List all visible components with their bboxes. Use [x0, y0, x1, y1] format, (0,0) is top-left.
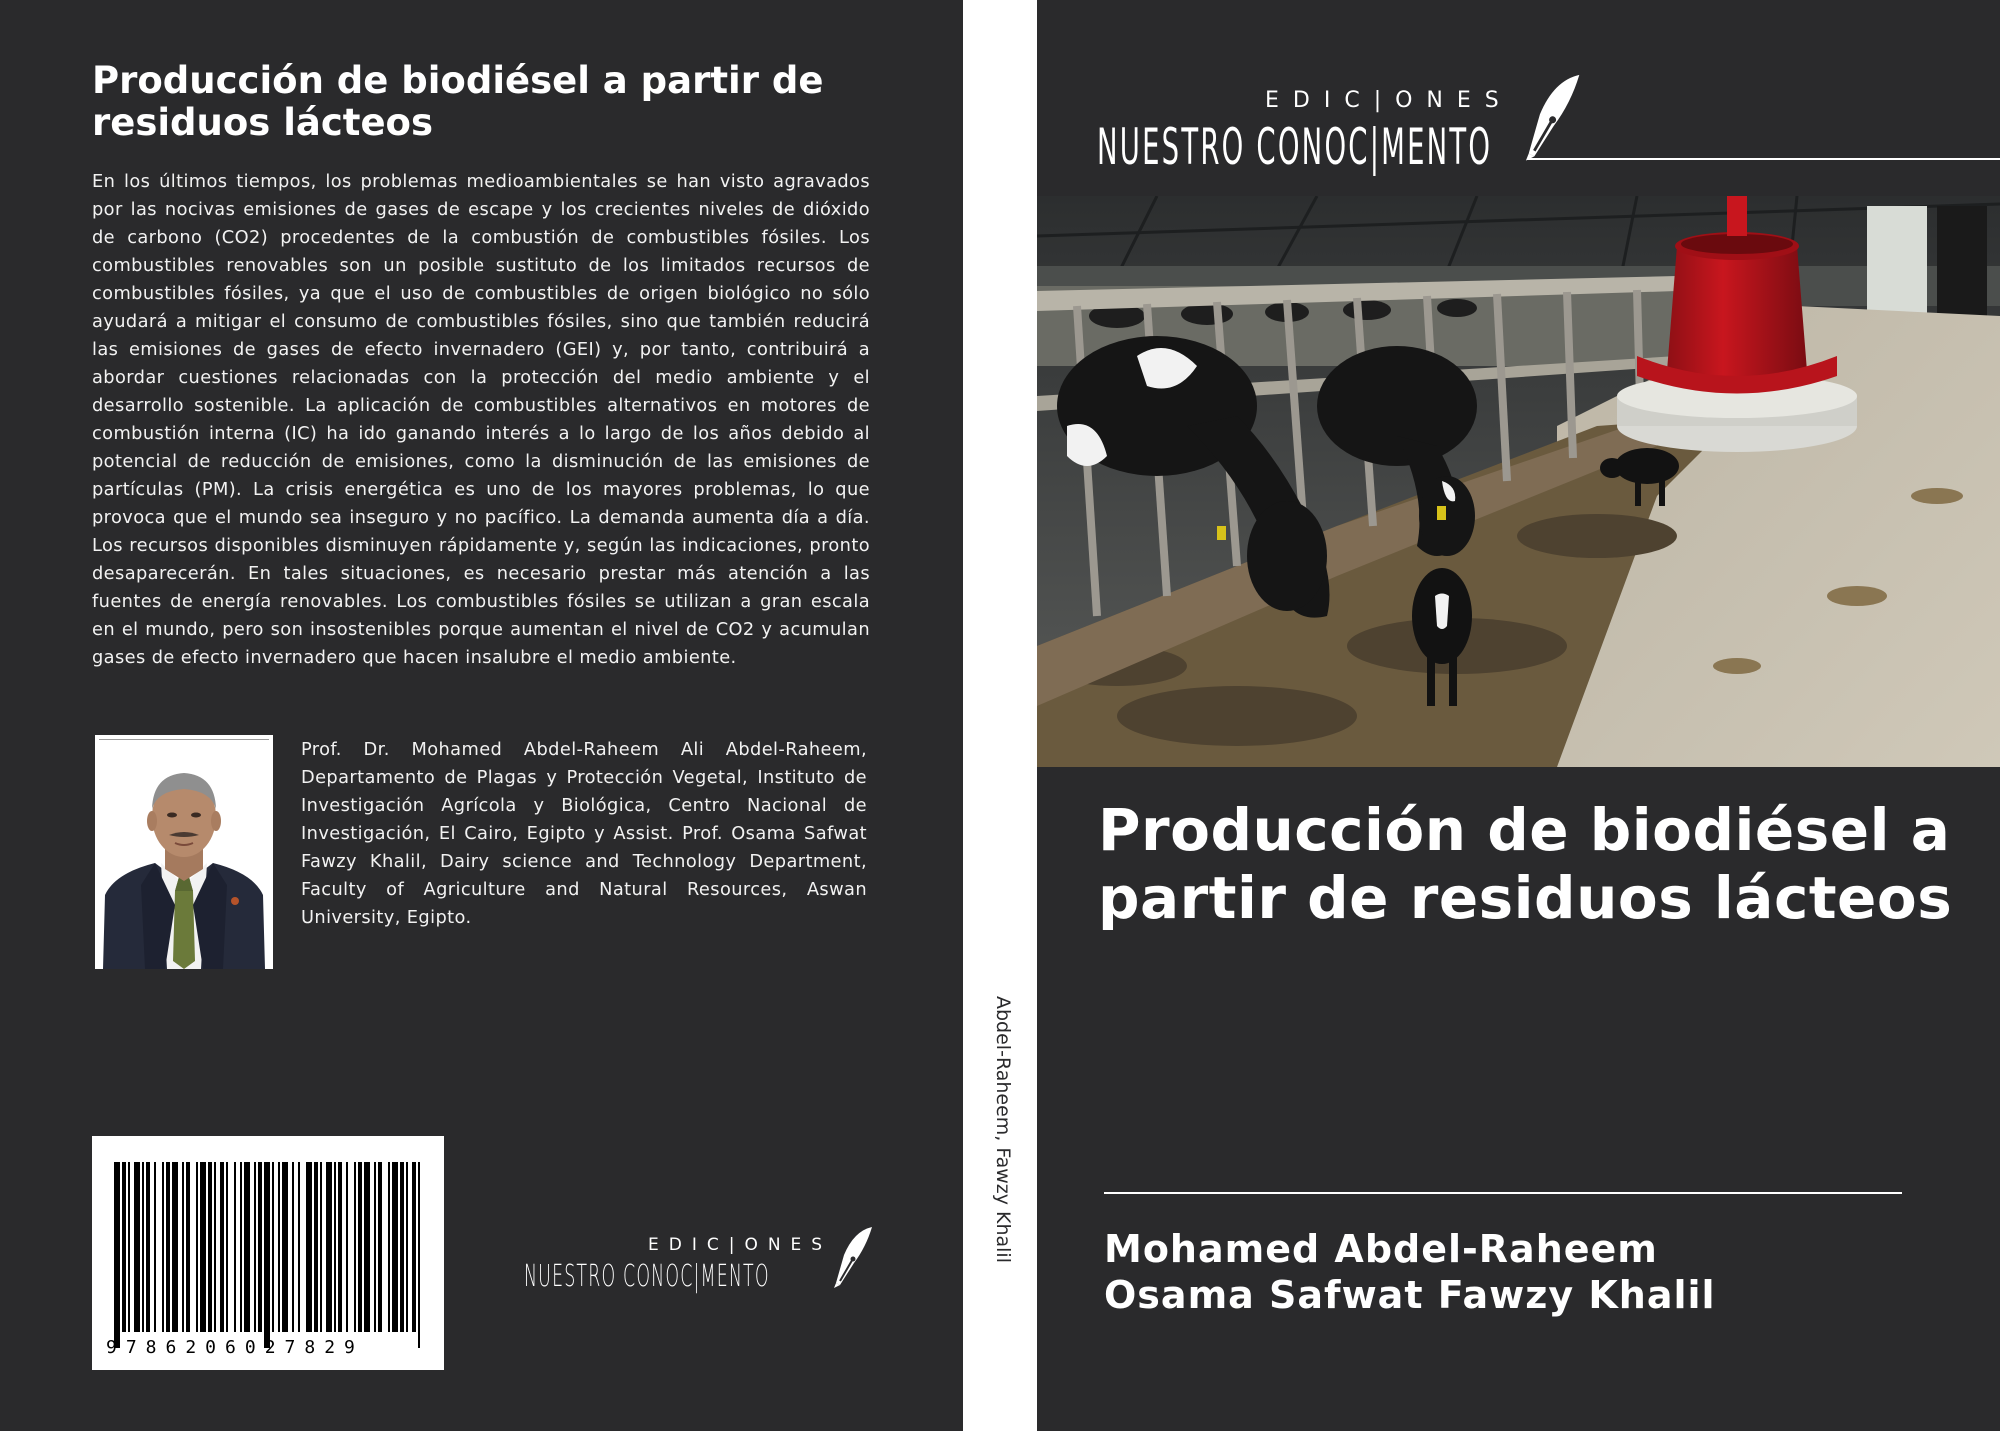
publisher-logo-rule: [1527, 158, 2000, 160]
barcode-bar: [388, 1162, 390, 1332]
barcode-bar: [128, 1162, 130, 1332]
barcode-bar: [400, 1162, 404, 1332]
barcode-bar: [200, 1162, 206, 1332]
barcode-bar: [162, 1162, 164, 1332]
barcode-bar: [334, 1162, 336, 1332]
publisher-logo-back: [524, 1235, 884, 1295]
barcode-bar: [320, 1162, 322, 1332]
front-cover-rule: [1104, 1192, 1902, 1194]
barcode-bar: [346, 1162, 348, 1332]
front-cover-title: Producción de biodiésel a partir de residuos lácteos: [1098, 796, 1953, 932]
barcode-bar: [244, 1162, 250, 1332]
barcode-bar: [282, 1162, 288, 1332]
barcode-bar: [234, 1162, 236, 1332]
fountain-pen-nib-icon: [832, 1225, 876, 1289]
barcode-bar: [314, 1162, 318, 1332]
barcode-bar: [298, 1162, 300, 1332]
barcode-bar: [326, 1162, 332, 1332]
barcode-bar: [272, 1162, 274, 1332]
publisher-logo-front: [1097, 70, 1997, 176]
dairy-barn-cows-feeding-photo: [1037, 196, 2000, 767]
barcode-bar: [154, 1162, 156, 1332]
barcode-bar: [196, 1162, 198, 1332]
publisher-logo-line2: NUESTRO CONOC|MENTO: [524, 1259, 770, 1294]
fountain-pen-nib-icon: [1523, 72, 1585, 162]
barcode-bar: [220, 1162, 224, 1332]
back-cover-blurb: En los últimos tiempos, los problemas medioambientales se han visto agravados por las nocivas emisiones de gases de escape y los crecientes niveles de dióxido de carbono (CO2) procedentes de la combustión de combustibles fósiles. Los combustibles renovables son un posible sustituto de los limitados recursos de combustibles fósiles, ya que el uso de combustibles de origen biológico no sólo ayudará a mitigar el consumo de combustibles fósiles, sino que también reducirá las emisiones de gases de efecto invernadero (GEI) y, por tanto, contribuirá a abordar cuestiones relacionadas con la protección del medio ambiente y el desarrollo sostenible. La aplicación de combustibles alternativos en motores de combustión interna (IC) ha ido ganando interés a lo largo de los años debido al potencial de reducción de emisiones, como la disminución de las emisiones de partículas (PM). La crisis energética es uno de los mayores problemas, lo que provoca que el mundo sea inseguro y no pacífico. La demanda aumenta día a día. Los recursos disponibles disminuyen rápidamente y, según las indicaciones, pronto desaparecerán. En tales situaciones, es necesario prestar más atención a las fuentes de energía renovables. Los combustibles fósiles se utilizan a gran escala en el mundo, pero son insostenibles porque aumentan el nivel de CO2 y acumulan gases de efecto invernadero que hacen insalubre el medio ambiente.: [92, 171, 870, 668]
barcode-bar: [278, 1162, 280, 1332]
back-cover-title: Producción de biodiésel a partir de residuos lácteos: [92, 59, 824, 144]
barcode-bar: [134, 1162, 140, 1332]
back-cover: [0, 0, 963, 1431]
publisher-logo-line1: EDIC|ONES: [648, 1235, 833, 1255]
isbn-barcode: [92, 1136, 444, 1370]
barcode-bar: [406, 1162, 408, 1332]
barcode-bar: [172, 1162, 178, 1332]
barcode-bar: [166, 1162, 170, 1332]
front-cover-author-1: Mohamed Abdel-Raheem: [1104, 1227, 1658, 1271]
barcode-bar: [142, 1162, 144, 1332]
barcode-bar: [364, 1162, 370, 1332]
barcode-bar: [214, 1162, 216, 1332]
barcode-bar: [306, 1162, 312, 1332]
barcode-bar: [374, 1162, 376, 1332]
barcode-bar: [240, 1162, 242, 1332]
spine-authors: [963, 0, 1037, 1431]
publisher-logo-line1: EDIC|ONES: [1265, 88, 1513, 113]
barcode-bar: [182, 1162, 184, 1332]
author-bio: Prof. Dr. Mohamed Abdel-Raheem Ali Abdel-Raheem, Departamento de Plagas y Protección Vegetal, Instituto de Investigación Agrícola y Biológica, Centro Nacional de Investigación, El Cairo, Egipto y Assist. Prof. Osama Safwat Fawzy Khalil, Dairy science and Technology Department, Faculty of Agriculture and Natural Resources, Aswan University, Egipto.: [301, 739, 867, 928]
barcode-bar: [226, 1162, 228, 1332]
barcode-bar: [412, 1162, 416, 1332]
barcode-bar: [264, 1162, 270, 1348]
barcode-bar: [254, 1162, 256, 1332]
barcode-bar: [146, 1162, 150, 1332]
barcode-bar: [358, 1162, 362, 1332]
barcode-bar: [186, 1162, 190, 1332]
barcode-bar: [392, 1162, 398, 1332]
barcode-bar: [258, 1162, 262, 1332]
barcode-bar: [354, 1162, 356, 1332]
barcode-bar: [418, 1162, 420, 1348]
front-cover-author-2: Osama Safwat Fawzy Khalil: [1104, 1273, 1716, 1317]
barcode-bar: [292, 1162, 294, 1332]
barcode-bar: [208, 1162, 212, 1332]
publisher-logo-line2: NUESTRO CONOC|MENTO: [1097, 118, 1493, 176]
barcode-bar: [122, 1162, 126, 1332]
spine-authors-text: Abdel-Raheem, Fawzy Khalil: [992, 996, 1014, 1263]
author-portrait-photo: [95, 735, 273, 969]
isbn-digits: 9786206027829: [106, 1337, 364, 1358]
barcode-bar: [114, 1162, 120, 1348]
barcode-bar: [338, 1162, 342, 1332]
barcode-bar: [378, 1162, 382, 1332]
